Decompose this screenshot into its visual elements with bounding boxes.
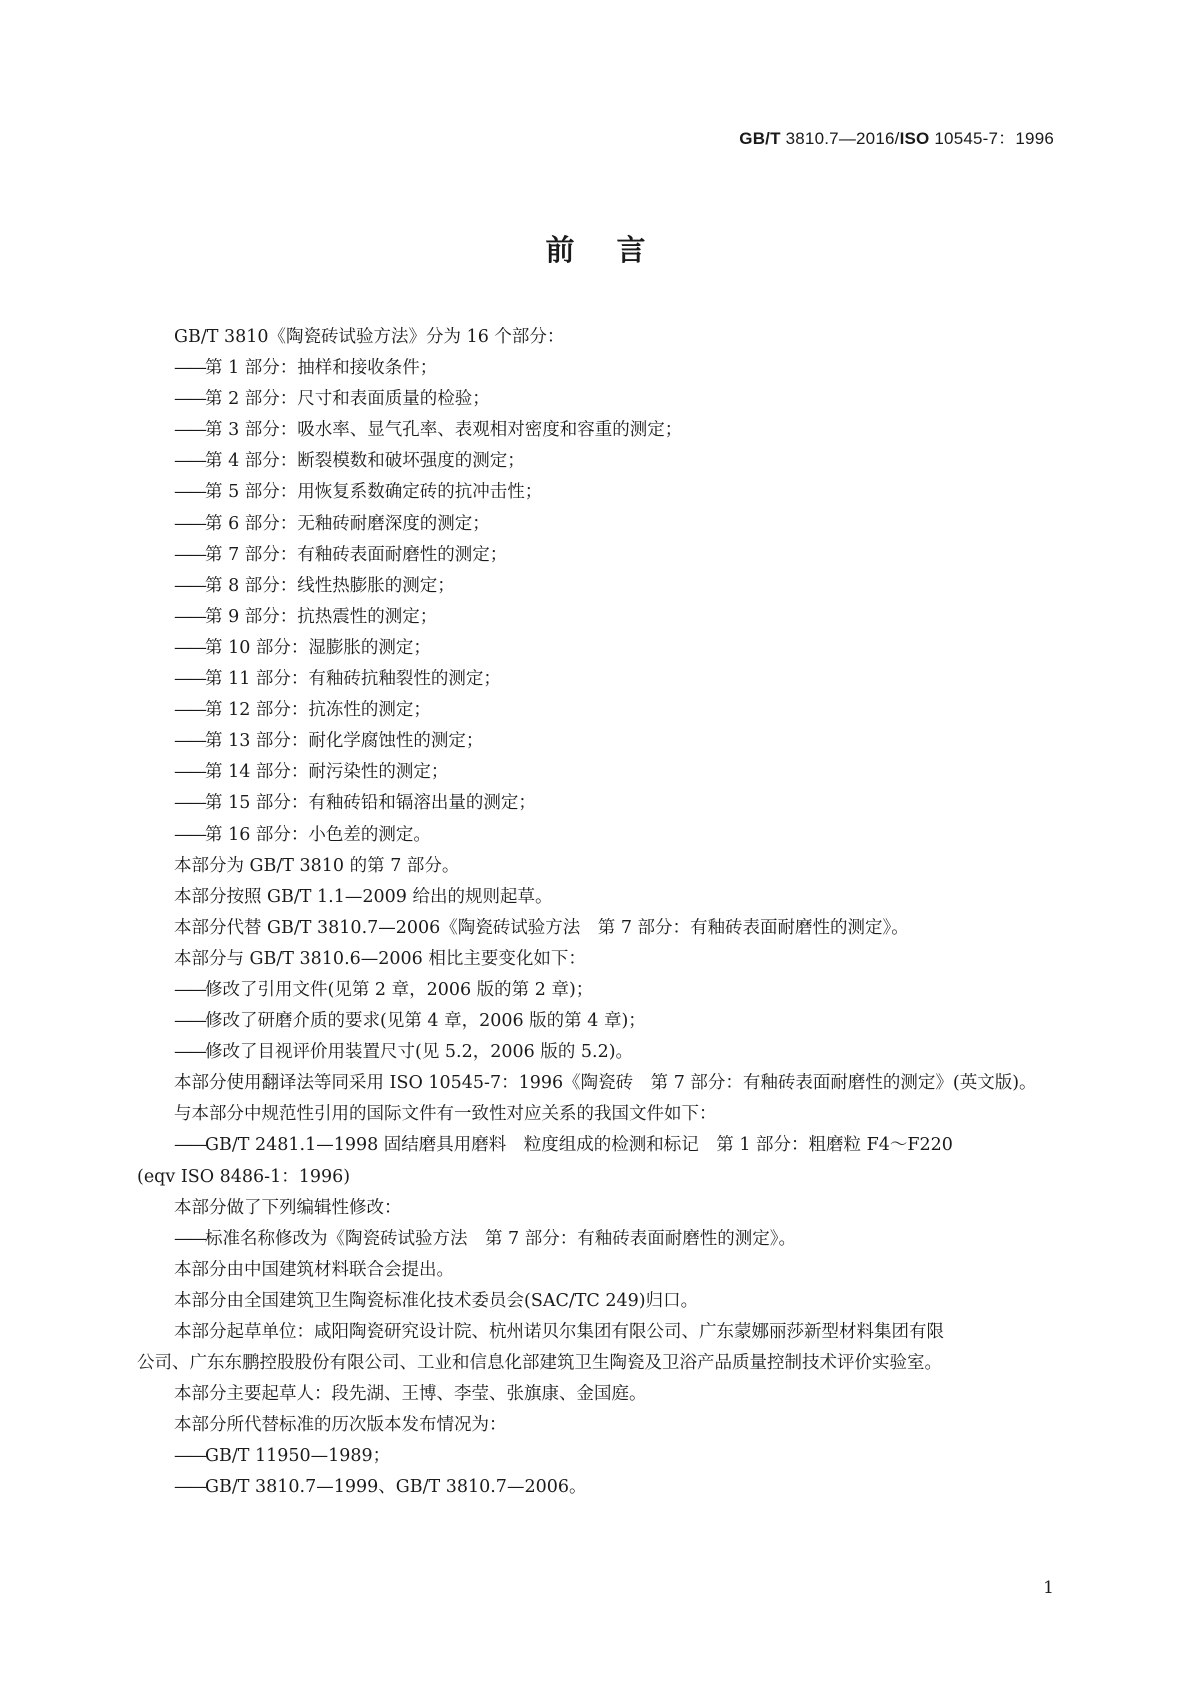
list-item xyxy=(137,446,1055,477)
dash-marker: —— xyxy=(174,979,205,1000)
list-item xyxy=(137,1006,1055,1037)
dash-marker: —— xyxy=(174,793,205,814)
dash-marker: —— xyxy=(174,1042,205,1063)
paragraph-line xyxy=(137,1068,1055,1099)
dash-marker: —— xyxy=(174,637,205,658)
dash-marker: —— xyxy=(174,544,205,565)
list-item xyxy=(137,477,1055,508)
dash-marker: —— xyxy=(174,1477,205,1498)
paragraph-line xyxy=(137,1255,1055,1286)
header-std-number: 3810.7—2016/ xyxy=(780,129,900,148)
page-number: 1 xyxy=(1043,1578,1054,1598)
line-text: GB/T 11950—1989； xyxy=(205,1446,391,1467)
paragraph-line xyxy=(137,1286,1055,1317)
line-text: 第 13 部分：耐化学腐蚀性的测定； xyxy=(205,731,484,752)
dash-marker: —— xyxy=(174,1011,205,1032)
line-text: 修改了引用文件(见第 2 章，2006 版的第 2 章)； xyxy=(205,979,594,1000)
paragraph-line xyxy=(137,1099,1055,1130)
line-text: 第 5 部分：用恢复系数确定砖的抗冲击性； xyxy=(205,482,543,503)
line-text: 本部分做了下列编辑性修改： xyxy=(174,1197,402,1218)
dash-marker: —— xyxy=(174,575,205,596)
dash-marker: —— xyxy=(174,731,205,752)
line-text: GB/T 3810《陶瓷砖试验方法》分为 16 个部分： xyxy=(174,327,565,347)
header-gbt: GB/T xyxy=(739,129,781,148)
line-text: 本部分主要起草人：段先湖、王博、李莹、张旗康、金国庭。 xyxy=(174,1384,647,1405)
dash-marker: —— xyxy=(174,1228,205,1249)
dash-marker: —— xyxy=(174,451,205,472)
list-item xyxy=(137,1472,1055,1503)
list-item xyxy=(137,1130,1055,1161)
line-text: 第 16 部分：小色差的测定。 xyxy=(205,824,431,845)
line-text: 本部分按照 GB/T 1.1—2009 给出的规则起草。 xyxy=(174,886,553,907)
list-item xyxy=(137,695,1055,726)
line-text: 第 9 部分：抗热震性的测定； xyxy=(205,606,438,627)
paragraph-line xyxy=(137,1410,1055,1441)
list-item xyxy=(137,1224,1055,1255)
paragraph-line xyxy=(137,1162,1055,1193)
dash-marker: —— xyxy=(174,482,205,503)
line-text: 公司、广东东鹏控股股份有限公司、工业和信息化部建筑卫生陶瓷及卫浴产品质量控制技术评价实验室。 xyxy=(137,1353,942,1374)
list-item xyxy=(137,1037,1055,1068)
line-text: 第 12 部分：抗冻性的测定； xyxy=(205,700,431,721)
line-text: 本部分与 GB/T 3810.6—2006 相比主要变化如下： xyxy=(174,948,586,969)
line-text: 第 1 部分：抽样和接收条件； xyxy=(205,358,438,379)
list-item xyxy=(137,633,1055,664)
header-iso: ISO xyxy=(899,129,930,148)
dash-marker: —— xyxy=(174,824,205,845)
paragraph-line xyxy=(137,851,1055,882)
line-text: (eqv ISO 8486-1：1996) xyxy=(137,1166,351,1187)
paragraph-line xyxy=(137,944,1055,975)
paragraph-line xyxy=(137,1379,1055,1410)
line-text: 本部分为 GB/T 3810 的第 7 部分。 xyxy=(174,855,460,876)
line-text: 本部分所代替标准的历次版本发布情况为： xyxy=(174,1415,507,1436)
line-text: 本部分代替 GB/T 3810.7—2006《陶瓷砖试验方法 第 7 部分：有釉砖表面耐磨性的测定》。 xyxy=(174,917,909,938)
line-text: 第 6 部分：无釉砖耐磨深度的测定； xyxy=(205,513,490,534)
line-text: 第 4 部分：断裂模数和破坏强度的测定； xyxy=(205,451,525,472)
line-text: 标准名称修改为《陶瓷砖试验方法 第 7 部分：有釉砖表面耐磨性的测定》。 xyxy=(205,1228,797,1249)
standard-number-header xyxy=(739,124,1054,149)
paragraph-line xyxy=(137,1193,1055,1224)
dash-marker: —— xyxy=(174,700,205,721)
header-iso-number: 10545-7：1996 xyxy=(929,129,1054,148)
paragraph-line xyxy=(137,882,1055,913)
line-text: 第 8 部分：线性热膨胀的测定； xyxy=(205,575,455,596)
list-item xyxy=(137,664,1055,695)
dash-marker: —— xyxy=(174,1135,205,1156)
dash-marker: —— xyxy=(174,513,205,534)
list-item xyxy=(137,975,1055,1006)
list-item xyxy=(137,788,1055,819)
dash-marker: —— xyxy=(174,389,205,410)
list-item xyxy=(137,602,1055,633)
paragraph-line xyxy=(137,913,1055,944)
list-item xyxy=(137,726,1055,757)
paragraph-line xyxy=(137,1317,1055,1348)
line-text: 与本部分中规范性引用的国际文件有一致性对应关系的我国文件如下： xyxy=(174,1104,717,1125)
dash-marker: —— xyxy=(174,420,205,441)
list-item xyxy=(137,757,1055,788)
list-item xyxy=(137,540,1055,571)
line-text: 本部分起草单位：咸阳陶瓷研究设计院、杭州诺贝尔集团有限公司、广东蒙娜丽莎新型材料集团有限 xyxy=(174,1322,944,1342)
line-text: 本部分由全国建筑卫生陶瓷标准化技术委员会(SAC/TC 249)归口。 xyxy=(174,1290,699,1311)
dash-marker: —— xyxy=(174,762,205,783)
line-text: 修改了研磨介质的要求(见第 4 章，2006 版的第 4 章)； xyxy=(205,1011,646,1032)
paragraph-line xyxy=(137,1348,1055,1379)
list-item xyxy=(137,415,1055,446)
line-text: 第 15 部分：有釉砖铅和镉溶出量的测定； xyxy=(205,793,536,814)
list-item xyxy=(137,571,1055,602)
list-item xyxy=(137,353,1055,384)
dash-marker: —— xyxy=(174,1446,205,1467)
line-text: 第 11 部分：有釉砖抗釉裂性的测定； xyxy=(205,669,501,690)
line-text: 本部分使用翻译法等同采用 ISO 10545-7：1996《陶瓷砖 第 7 部分：有釉砖表面耐磨性的测定》(英文版)。 xyxy=(174,1073,1037,1094)
line-text: GB/T 3810.7—1999、GB/T 3810.7—2006。 xyxy=(205,1477,587,1498)
list-item xyxy=(137,384,1055,415)
paragraph-line xyxy=(137,322,1055,353)
list-item xyxy=(137,1441,1055,1472)
dash-marker: —— xyxy=(174,358,205,379)
page-title: 前言 xyxy=(545,233,688,267)
line-text: 第 14 部分：耐污染性的测定； xyxy=(205,762,449,783)
dash-marker: —— xyxy=(174,606,205,627)
foreword-body xyxy=(137,322,1055,1504)
line-text: 本部分由中国建筑材料联合会提出。 xyxy=(174,1259,454,1280)
line-text: 第 7 部分：有釉砖表面耐磨性的测定； xyxy=(205,544,508,565)
line-text: 第 10 部分：湿膨胀的测定； xyxy=(205,637,431,658)
line-text: 第 2 部分：尺寸和表面质量的检验； xyxy=(205,389,490,410)
list-item xyxy=(137,820,1055,851)
line-text: GB/T 2481.1—1998 固结磨具用磨料 粒度组成的检测和标记 第 1 部分：粗磨粒 F4～F220 xyxy=(205,1135,953,1156)
list-item xyxy=(137,509,1055,540)
line-text: 第 3 部分：吸水率、显气孔率、表观相对密度和容重的测定； xyxy=(205,420,683,441)
dash-marker: —— xyxy=(174,669,205,690)
line-text: 修改了目视评价用装置尺寸(见 5.2，2006 版的 5.2)。 xyxy=(205,1042,634,1063)
